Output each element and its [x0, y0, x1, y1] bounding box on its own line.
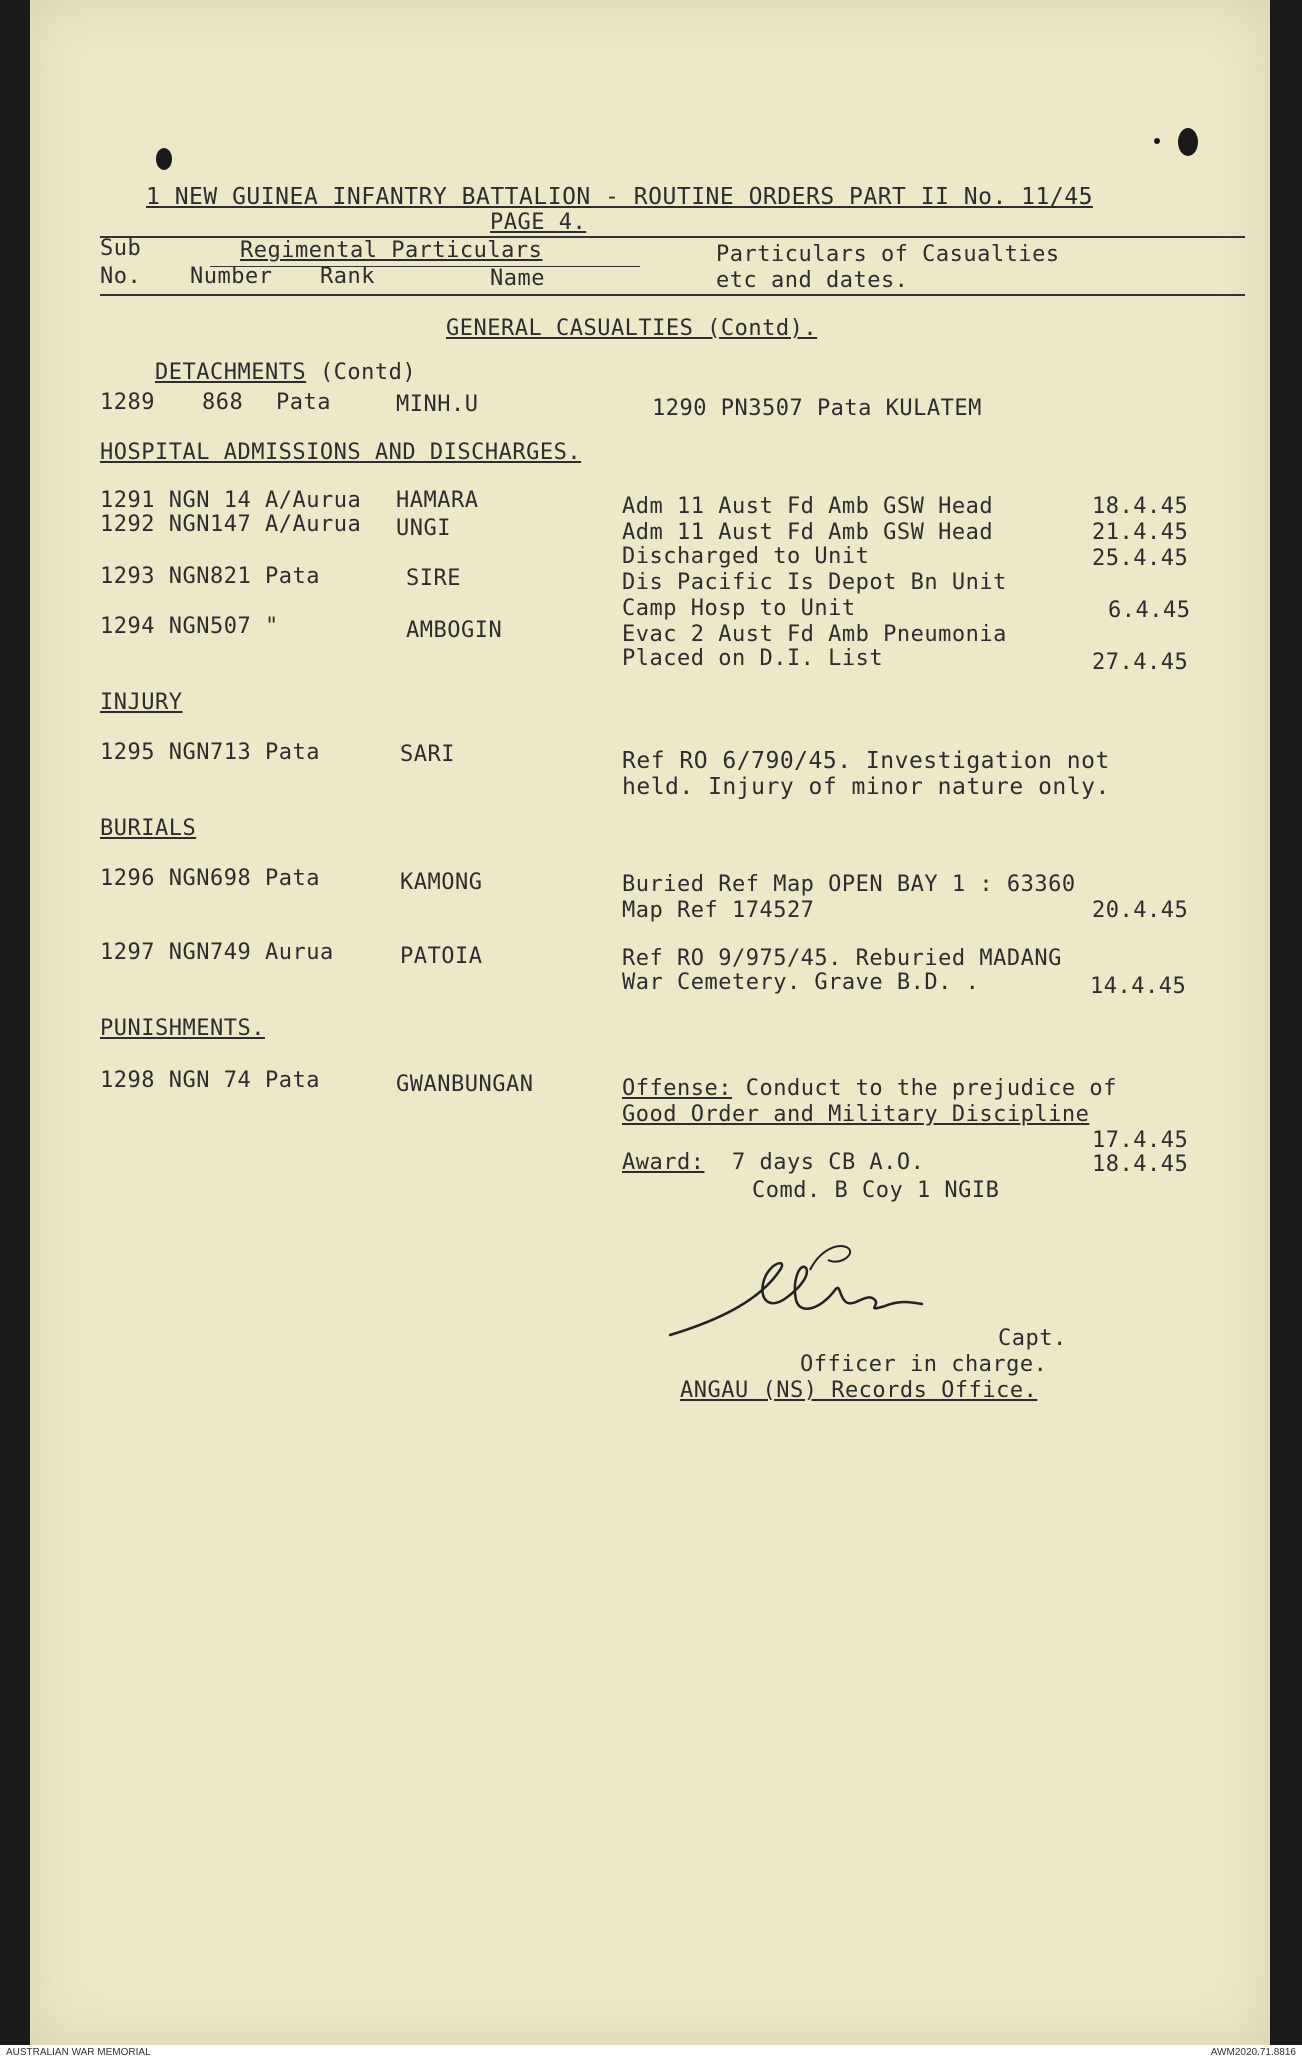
- punch-mark: [1178, 128, 1198, 156]
- col-particulars-2: etc and dates.: [716, 268, 909, 293]
- entry-1293b-date: 6.4.45: [1108, 598, 1191, 623]
- col-rank: Rank: [320, 264, 375, 289]
- footer-institution: AUSTRALIAN WAR MEMORIAL: [6, 2047, 151, 2058]
- entry-1293b-detail: Camp Hosp to Unit: [622, 596, 856, 621]
- entry-1296-sub: 1296 NGN698 Pata: [100, 866, 320, 891]
- entry-1292-date: 21.4.45: [1092, 520, 1189, 545]
- entry-1289-sub: 1289: [100, 390, 155, 415]
- page-number: PAGE 4.: [490, 210, 587, 235]
- heading-burials: BURIALS: [100, 816, 197, 841]
- col-no: No.: [100, 264, 142, 289]
- heading-hospital: HOSPITAL ADMISSIONS AND DISCHARGES.: [100, 440, 582, 465]
- heading-punishments: PUNISHMENTS.: [100, 1016, 265, 1041]
- archive-footer: [0, 2045, 1302, 2061]
- entry-1292b-date: 25.4.45: [1092, 546, 1189, 571]
- document-page: [30, 0, 1270, 2045]
- punch-mark: [156, 148, 172, 170]
- entry-1289-name: MINH.U: [396, 392, 479, 417]
- footer-catalogue-id: AWM2020.71.8816: [1210, 2047, 1296, 2058]
- entry-1291-detail: Adm 11 Aust Fd Amb GSW Head: [622, 494, 994, 519]
- entry-1293-sub: 1293 NGN821 Pata: [100, 564, 320, 589]
- entry-1297-detail-2: War Cemetery. Grave B.D. .: [622, 970, 980, 995]
- entry-1296-date: 20.4.45: [1092, 898, 1189, 923]
- entry-1296-detail-2: Map Ref 174527: [622, 898, 815, 923]
- detachments-label: DETACHMENTS: [154, 360, 307, 385]
- entry-1295-detail-1: Ref RO 6/790/45. Investigation not: [622, 748, 1110, 774]
- entry-1297-detail-1: Ref RO 9/975/45. Reburied MADANG: [622, 946, 1062, 971]
- entry-1294b-date: 27.4.45: [1092, 650, 1189, 675]
- punch-mark: [1154, 138, 1160, 144]
- section-title: GENERAL CASUALTIES (Contd).: [446, 316, 818, 341]
- entry-1298-comd: Comd. B Coy 1 NGIB: [752, 1178, 1000, 1203]
- entry-1296-name: KAMONG: [400, 870, 483, 895]
- entry-1298-offense-2: Good Order and Military Discipline: [622, 1102, 1090, 1127]
- entry-1298-award-date: 18.4.45: [1092, 1152, 1189, 1177]
- signature-scrawl: [660, 1240, 980, 1350]
- entry-1291-name: HAMARA: [396, 488, 479, 513]
- entry-1298-offense-date: 17.4.45: [1092, 1128, 1189, 1153]
- entry-1292-sub: 1292 NGN147 A/Aurua: [100, 512, 362, 537]
- rule-bottom: [100, 294, 1245, 296]
- entry-1296-detail-1: Buried Ref Map OPEN BAY 1 : 63360: [622, 872, 1076, 897]
- entry-1297-name: PATOIA: [400, 944, 483, 969]
- entry-1297-date: 14.4.45: [1090, 974, 1187, 999]
- entry-1292b-detail: Discharged to Unit: [622, 544, 870, 569]
- entry-1298-name: GWANBUNGAN: [396, 1072, 534, 1097]
- entry-1289-number: 868: [202, 390, 244, 415]
- signature-rank: Capt.: [998, 1326, 1067, 1351]
- entry-1298-offense-1: Offense: Conduct to the prejudice of: [622, 1076, 1117, 1101]
- col-regimental: Regimental Particulars: [240, 238, 543, 263]
- entry-1291-sub: 1291 NGN 14 A/Aurua: [100, 488, 362, 513]
- col-sub: Sub: [100, 236, 142, 261]
- col-name: Name: [490, 266, 545, 291]
- entry-1292-detail: Adm 11 Aust Fd Amb GSW Head: [622, 520, 994, 545]
- entry-1297-sub: 1297 NGN749 Aurua: [100, 940, 334, 965]
- entry-1295-sub: 1295 NGN713 Pata: [100, 740, 320, 765]
- entry-1293-detail: Dis Pacific Is Depot Bn Unit: [622, 570, 1007, 595]
- heading-injury: INJURY: [100, 690, 183, 715]
- col-particulars-1: Particulars of Casualties: [716, 242, 1060, 267]
- signature-role: Officer in charge.: [800, 1352, 1048, 1377]
- rule-regimental: [210, 266, 640, 267]
- entry-1295-detail-2: held. Injury of minor nature only.: [622, 774, 1110, 800]
- col-number: Number: [190, 264, 273, 289]
- entry-1294-name: AMBOGIN: [406, 618, 503, 643]
- detachments-contd: (Contd): [319, 360, 417, 385]
- entry-1294-detail: Evac 2 Aust Fd Amb Pneumonia: [622, 622, 1007, 647]
- entry-1292-name: UNGI: [396, 516, 451, 541]
- entry-1298-sub: 1298 NGN 74 Pata: [100, 1068, 320, 1093]
- document-title: 1 NEW GUINEA INFANTRY BATTALION - ROUTINE ORDERS PART II No. 11/45: [146, 184, 1093, 210]
- entry-1295-name: SARI: [400, 742, 455, 767]
- entry-1298-award: Award: 7 days CB A.O.: [622, 1150, 925, 1175]
- entry-1293-name: SIRE: [406, 566, 461, 591]
- signature-office: ANGAU (NS) Records Office.: [680, 1378, 1038, 1403]
- entry-1291-date: 18.4.45: [1092, 494, 1189, 519]
- entry-1294-sub: 1294 NGN507 ": [100, 614, 279, 639]
- entry-1289-rank: Pata: [276, 390, 331, 415]
- entry-1294b-detail: Placed on D.I. List: [622, 646, 884, 671]
- entry-1290: 1290 PN3507 Pata KULATEM: [652, 396, 982, 421]
